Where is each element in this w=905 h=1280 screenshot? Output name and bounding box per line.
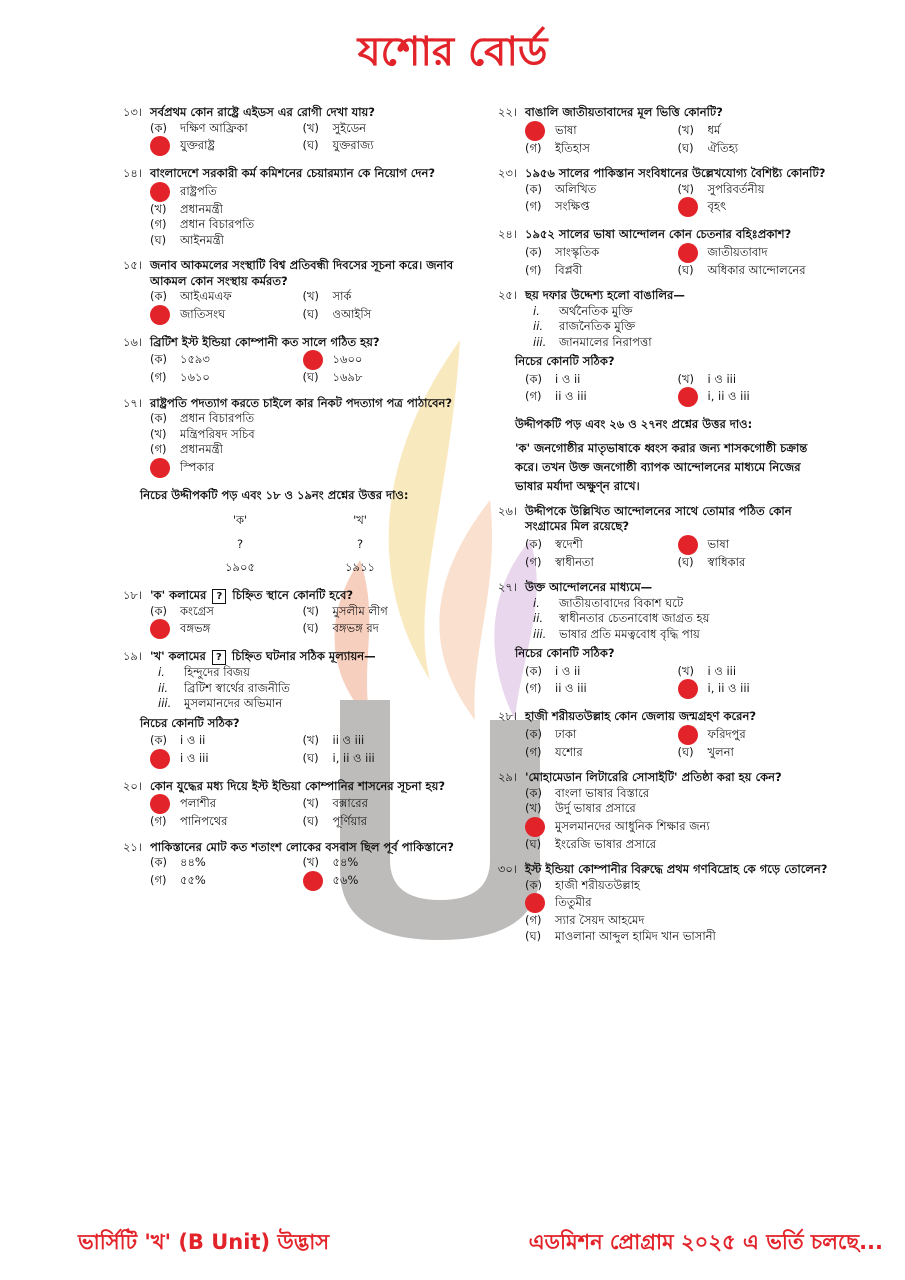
option-a: (ক) আইএমএফ (150, 289, 232, 303)
stimulus-26-body: 'ক' জনগোষ্ঠীর মাতৃভাষাকে ধ্বংস করার জন্য শাসকগোষ্ঠী চক্রান্ত করে। তখন উক্ত জনগোষ্ঠী ব্যাপক আন্দোলনের মাধ্যমে নিজের ভাষার মর্যাদা অক্ষুণ্ন রাখে। (515, 440, 808, 493)
option-b: (খ) উর্দু ভাষার প্রসারে (525, 801, 636, 815)
option-a: (ক) প্রধান বিচারপতি (150, 411, 255, 425)
option-b: (খ) মন্ত্রিপরিষদ সচিব (150, 426, 255, 441)
option-b-correct: তিতুমীর (525, 893, 830, 913)
question-29: ২৯। 'মোহামেডান লিটারেরি সোসাইটি' প্রতিষ্ঠা করা হয় কেন? (ক) বাংলা ভাষার বিস্তারে (খ) উর্দু ভাষার প্রসারে মুসলমানদের আধুনিক শিক্ষার জন্য (ঘ) ইংরেজি ভাষার প্রসারে (485, 770, 830, 852)
option-b-correct: ১৬০০ (303, 350, 456, 370)
stimulus-18-heading: নিচের উদ্দীপকটি পড় এবং ১৮ ও ১৯নং প্রশ্নের উত্তর দাও: (140, 487, 409, 502)
option-a: (ক) হাজী শরীয়তউল্লাহ (525, 877, 640, 892)
option-b: (খ) i ও iii (677, 663, 737, 678)
option-c: (গ) ১৬১০ (150, 370, 210, 384)
option-b: (খ) ৫৪% (302, 855, 359, 869)
question-number: ১৩। (122, 105, 142, 119)
answer-marker-dot (303, 350, 323, 370)
question-25: ২৫। ছয় দফার উদ্দেশ্য হলো বাঙালির— i. অর্থনৈতিক মুক্তি ii. রাজনৈতিক মুক্তি iii. জানমালের নিরাপত্তা নিচের কোনটি সঠিক? (ক) i ও ii (খ) i ও iii (গ) ii ও iii i, ii ও iii (485, 288, 830, 407)
option-d-correct: স্পিকার (150, 458, 455, 478)
answer-marker-dot (525, 121, 545, 141)
right-column (485, 105, 830, 954)
question-30: ৩০। ইস্ট ইন্ডিয়া কোম্পানীর বিরুদ্ধে প্রথম গণবিদ্রোহ কে গড়ে তোলেন? (ক) হাজী শরীয়তউল্লাহ তিতুমীর (গ) স্যার সৈয়দ আহমেদ (ঘ) মাওলানা আব্দুল হামিদ খান ভাসানী (485, 862, 830, 944)
answer-marker-dot (678, 387, 698, 407)
answer-marker-dot (678, 725, 698, 745)
stimulus-26-heading: উদ্দীপকটি পড় এবং ২৬ ও ২৭নং প্রশ্নের উত্তর দাও: (515, 417, 753, 431)
question-23: ২৩। ১৯৫৬ সালের পাকিস্তান সংবিধানের উল্লেখযোগ্য বৈশিষ্ট্য কোনটি? (ক) অলিখিত (খ) সুপরিবর্তনীয় (গ) সংক্ষিপ্ত বৃহৎ (485, 166, 830, 217)
answer-marker-dot (150, 794, 170, 814)
option-d-correct: বৃহৎ (678, 197, 831, 217)
option-b-correct: জাতীয়তাবাদ (678, 243, 831, 263)
footer-right-caption: এডমিশন প্রোগ্রাম ২০২৫ এ ভর্তি চলছে... (528, 1230, 883, 1254)
option-c: (গ) স্বাধীনতা (525, 554, 594, 569)
question-21: ২১। পাকিস্তানের মোট কত শতাংশ লোকের বসবাস ছিল পূর্ব পাকিস্তানে? (ক) ৪৪% (খ) ৫৪% (গ) ৫৫% ৫৬% (110, 840, 455, 891)
answer-marker-dot (150, 619, 170, 639)
option-d: (ঘ) i, ii ও iii (302, 750, 375, 765)
question-28: ২৮। হাজী শরীয়তউল্লাহ কোন জেলায় জন্মগ্রহণ করেন? (ক) ঢাকা ফরিদপুর (গ) যশোর (ঘ) খুলনা (485, 709, 830, 760)
question-13 (110, 105, 455, 156)
option-c: (গ) যশোর (525, 744, 583, 759)
option-b: (খ) বক্সারের (302, 796, 368, 811)
option-c: (গ) বিপ্লবী (525, 262, 583, 277)
option-b: (খ) প্রধানমন্ত্রী (150, 201, 223, 216)
question-15: ১৫। জনাব আকমলের সংস্থাটি বিশ্ব প্রতিবন্ধী দিবসের সূচনা করে। জনাব আকমল কোন সংস্থায় কর্মরত? (ক) আইএমএফ (খ) সার্ক জাতিসংঘ (ঘ) ওআইসি (110, 258, 455, 325)
option-b: (খ) i ও iii (677, 371, 737, 386)
option-c: (গ) পানিপথের (150, 814, 228, 828)
option-c: (গ) প্রধানমন্ত্রী (150, 442, 223, 456)
option-d: (ঘ) ঐতিহ্য (677, 140, 739, 155)
option-c: (গ) ii ও iii (525, 681, 587, 696)
option-d: (ঘ) মাওলানা আব্দুল হামিদ খান ভাসানী (525, 928, 716, 943)
question-17: ১৭। রাষ্ট্রপতি পদত্যাগ করতে চাইলে কার নিকট পদত্যাগ পত্র পাঠাবেন? (ক) প্রধান বিচারপতি (খ) মন্ত্রিপরিষদ সচিব (গ) প্রধানমন্ত্রী স্পিকার (110, 396, 455, 478)
page-title: যশোর বোর্ড (357, 29, 548, 75)
option-a: (ক) ৪৪% (150, 855, 206, 869)
option-b: (খ) সুইডেন (302, 120, 367, 135)
option-a: (ক) সাংস্কৃতিক (525, 244, 600, 259)
question-24: ২৪। ১৯৫২ সালের ভাষা আন্দোলন কোন চেতনার বহিঃপ্রকাশ? (ক) সাংস্কৃতিক জাতীয়তাবাদ (গ) বিপ্লবী (ঘ) অধিকার আন্দোলনের (485, 227, 830, 278)
option-d: (ঘ) আইনমন্ত্রী (150, 232, 224, 247)
footer-left-caption: ভার্সিটি 'খ' (B Unit) উদ্ভাস (78, 1230, 330, 1254)
option-c: (গ) ইতিহাস (525, 140, 590, 155)
question-20: ২০। কোন যুদ্ধের মধ্য দিয়ে ইস্ট ইন্ডিয়া কোম্পানির শাসনের সূচনা হয়? পলাশীর (খ) বক্সারের (গ) পানিপথের (ঘ) পূর্ণিয়ার (110, 779, 455, 830)
option-c: (গ) প্রধান বিচারপতি (150, 217, 255, 231)
option-b: (খ) ধর্ম (677, 122, 721, 137)
answer-marker-dot (678, 535, 698, 555)
answer-marker-dot (678, 197, 698, 217)
option-d-correct: i, ii ও iii (678, 679, 831, 699)
option-d-correct: ৫৬% (303, 871, 456, 891)
option-d: (ঘ) পূর্ণিয়ার (302, 814, 367, 828)
answer-marker-dot (150, 458, 170, 478)
question-26: ২৬। উদ্দীপকে উল্লিখিত আন্দোলনের সাথে তোমার পঠিত কোন সংগ্রামের মিল রয়েছে? (ক) স্বদেশী ভাষা (গ) স্বাধীনতা (ঘ) স্বাধিকার (485, 504, 830, 571)
option-c-correct: যুক্তরাষ্ট্র (150, 136, 303, 156)
stimulus-18-table: 'ক' 'খ' ? ? ১৯০৫ ১৯১১ (225, 513, 375, 574)
question-27: ২৭। উক্ত আন্দোলনের মাধ্যমে— i. জাতীয়তাবাদের বিকাশ ঘটে ii. স্বাধীনতার চেতনাবোধ জাগ্রত হয় iii. ভাষার প্রতি মমত্ববোধ বৃদ্ধি পায় নিচের কোনটি সঠিক? (ক) i ও ii (খ) i ও iii (গ) ii ও iii i, ii ও iii (485, 580, 830, 699)
answer-marker-dot (678, 243, 698, 263)
option-a-correct: পলাশীর (150, 794, 303, 814)
answer-marker-dot (525, 817, 545, 837)
option-d: (ঘ) ইংরেজি ভাষার প্রসারে (525, 836, 657, 851)
option-a: (ক) বাংলা ভাষার বিস্তারে (525, 785, 650, 800)
option-b: (খ) মুসলীম লীগ (302, 603, 388, 618)
option-b-correct: ভাষা (678, 535, 831, 555)
answer-marker-dot (678, 679, 698, 699)
option-b: (খ) ii ও iii (302, 733, 365, 747)
option-d: (ঘ) খুলনা (677, 744, 734, 759)
option-a: (ক) ১৫৯৩ (150, 352, 210, 367)
option-b: (খ) সার্ক (302, 289, 352, 303)
option-a: (ক) ঢাকা (525, 726, 577, 741)
option-c-correct: জাতিসংঘ (150, 305, 303, 325)
option-d-correct: i, ii ও iii (678, 387, 831, 407)
option-a: (ক) i ও ii (150, 733, 206, 747)
option-d: (ঘ) ওআইসি (302, 306, 372, 321)
option-c-correct: বঙ্গভঙ্গ (150, 619, 303, 639)
question-text: সর্বপ্রথম কোন রাষ্ট্রে এইডস এর রোগী দেখা যায়? (150, 105, 375, 119)
option-c-correct: মুসলমানদের আধুনিক শিক্ষার জন্য (525, 817, 830, 837)
question-16: ১৬। ব্রিটিশ ইস্ট ইন্ডিয়া কোম্পানী কত সালে গঠিত হয়? (ক) ১৫৯৩ ১৬০০ (গ) ১৬১০ (ঘ) ১৬৯৮ (110, 335, 455, 386)
question-19: ১৯। 'খ' কলামের ? চিহ্নিত ঘটনার সঠিক মূল্যায়ন— i. হিন্দুদের বিজয় ii. ব্রিটিশ স্বার্থের রাজনীতি iii. মুসলমানদের অভিমান নিচের কোনটি সঠিক? (ক) i ও ii (খ) ii ও iii i ও iii (ঘ) i, ii ও iii (110, 649, 455, 769)
option-a: (ক) i ও ii (525, 371, 581, 386)
answer-marker-dot (303, 871, 323, 891)
option-d: (ঘ) ১৬৯৮ (302, 370, 363, 384)
question-mark-box: ? (212, 650, 226, 665)
option-d: (ঘ) বঙ্গভঙ্গ রদ (302, 621, 379, 636)
option-c-correct: i ও iii (150, 749, 303, 769)
option-c: (গ) ৫৫% (150, 872, 206, 887)
option-b-correct: ফরিদপুর (678, 725, 831, 745)
answer-marker-dot (150, 136, 170, 156)
option-a-correct: রাষ্ট্রপতি (150, 182, 455, 202)
left-column (110, 105, 455, 901)
option-d: (ঘ) যুক্তরাজ্য (302, 138, 374, 153)
question-mark-box: ? (212, 589, 226, 604)
question-18: ১৮। 'ক' কলামের ? চিহ্নিত স্থানে কোনটি হবে? (ক) কংগ্রেস (খ) মুসলীম লীগ বঙ্গভঙ্গ (ঘ) বঙ্গভঙ্গ রদ (110, 588, 455, 640)
option-a: (ক) কংগ্রেস (150, 603, 214, 618)
option-a: (ক) স্বদেশী (525, 536, 583, 551)
answer-marker-dot (150, 305, 170, 325)
option-c: (গ) সংক্ষিপ্ত (525, 199, 590, 214)
option-a: (ক) i ও ii (525, 663, 581, 678)
option-c: (গ) ii ও iii (525, 389, 587, 404)
option-d: (ঘ) স্বাধিকার (677, 554, 746, 569)
answer-marker-dot (525, 893, 545, 913)
option-a-correct: ভাষা (525, 121, 678, 141)
option-d: (ঘ) অধিকার আন্দোলনের (677, 262, 806, 277)
answer-marker-dot (150, 182, 170, 202)
option-c: (গ) স্যার সৈয়দ আহমেদ (525, 913, 645, 927)
question-22: ২২। বাঙালি জাতীয়তাবাদের মূল ভিত্তি কোনটি? ভাষা (খ) ধর্ম (গ) ইতিহাস (ঘ) ঐতিহ্য (485, 105, 830, 156)
option-a: (ক) অলিখিত (525, 181, 597, 196)
option-b: (খ) সুপরিবর্তনীয় (677, 181, 765, 196)
option-a: (ক) দক্ষিণ আফ্রিকা (150, 120, 248, 135)
answer-marker-dot (150, 749, 170, 769)
question-14: ১৪। বাংলাদেশে সরকারী কর্ম কমিশনের চেয়ারম্যান কে নিয়োগ দেন? রাষ্ট্রপতি (খ) প্রধানমন্ত্রী (গ) প্রধান বিচারপতি (ঘ) আইনমন্ত্রী (110, 166, 455, 248)
